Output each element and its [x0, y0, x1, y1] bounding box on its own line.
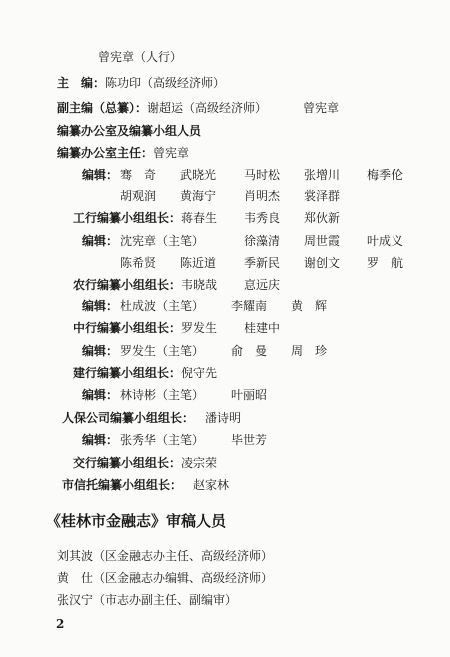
page-number: 2	[56, 617, 65, 631]
label-ccb-leader: 建行编纂小组组长：	[73, 366, 182, 380]
line-l2	[57, 76, 225, 90]
name: 谢创文	[304, 256, 341, 270]
label-icbc-leader: 工行编纂小组组长：	[73, 211, 182, 225]
name: 林诗彬（主笔）	[120, 388, 205, 402]
label-editors-abc: 编辑：	[82, 299, 119, 313]
label-chief-editor: 主 编：	[57, 76, 106, 90]
name: 毕世芳	[231, 433, 268, 447]
reviewer-line: 黄 仕（区金融志办编辑、高级经济师）	[57, 571, 274, 585]
name: 叶丽昭	[231, 388, 268, 402]
value-office-director: 曾宪章	[153, 146, 190, 160]
line-l3	[57, 101, 267, 115]
section-heading-reviewers: 《桂林市金融志》审稿人员	[46, 512, 227, 530]
name: 黄海宁	[180, 189, 217, 203]
name: 杜成波（主笔）	[120, 299, 205, 313]
name: 蒋春生	[181, 211, 218, 225]
label-deputy-editor: 副主编（总纂）：	[57, 101, 148, 115]
name: 马时松	[244, 168, 281, 182]
name: 韦晓哉	[181, 278, 218, 292]
name: 潘诗明	[205, 411, 242, 425]
name: 凌宗荣	[181, 456, 218, 470]
name: 周世霞	[304, 234, 341, 248]
label-editors-icbc: 编辑：	[82, 234, 119, 248]
label-editors-boc: 编辑：	[82, 344, 119, 358]
name: 肖明杰	[244, 189, 281, 203]
label-trust-leader: 市信托编纂小组组长：	[62, 478, 183, 492]
name: 黄 辉	[291, 299, 328, 313]
line-l4	[57, 124, 201, 138]
text-l1: 曾宪章（人行）	[98, 50, 183, 64]
name: 罗发生（主笔）	[120, 344, 205, 358]
label-editors-picc: 编辑：	[82, 433, 119, 447]
label-abc-leader: 农行编纂小组组长：	[73, 278, 182, 292]
label-bocom-leader: 交行编纂小组组长：	[73, 456, 182, 470]
name: 季新民	[244, 256, 281, 270]
name: 恴远庆	[244, 278, 281, 292]
label-editors-ccb: 编辑：	[82, 388, 119, 402]
name: 陈近道	[180, 256, 217, 270]
name: 赵家林	[193, 478, 230, 492]
name: 武晓光	[180, 168, 217, 182]
name: 韦秀良	[244, 211, 281, 225]
line-l3-second	[303, 101, 339, 115]
label-picc-leader: 人保公司编纂小组组长：	[62, 411, 195, 425]
subheading-office: 编纂办公室及编纂小组人员	[57, 124, 202, 138]
name: 裳泽群	[304, 189, 341, 203]
name: 倪守先	[181, 366, 218, 380]
name: 桂建中	[244, 321, 281, 335]
name: 陈希贤	[120, 256, 157, 270]
name: 张增川	[304, 168, 341, 182]
name: 李耀南	[231, 299, 268, 313]
name: 罗发生	[181, 321, 218, 335]
name: 骞 奇	[120, 168, 157, 182]
label-editors-1: 编辑：	[82, 168, 119, 182]
value-deputy-editor: 谢超运（高级经济师）	[147, 101, 268, 115]
value-chief-editor: 陈功印（高级经济师）	[105, 76, 226, 90]
name: 周 珍	[291, 344, 328, 358]
name: 郑伙新	[304, 211, 341, 225]
name: 叶成义	[367, 234, 404, 248]
name: 胡观润	[120, 189, 157, 203]
name: 徐藻清	[244, 234, 281, 248]
line-l5	[57, 146, 189, 160]
label-office-director: 编纂办公室主任：	[57, 146, 154, 160]
name: 张秀华（主笔）	[120, 433, 205, 447]
name: 俞 曼	[231, 344, 268, 358]
reviewer-line: 张汉宁（市志办副主任、副编审）	[57, 593, 238, 607]
reviewer-line: 刘其波（区金融志办主任、高级经济师）	[57, 549, 274, 563]
label-boc-leader: 中行编纂小组组长：	[73, 321, 182, 335]
value-deputy-editor-2: 曾宪章	[303, 101, 340, 115]
line-l1	[98, 50, 182, 64]
name: 罗 航	[367, 256, 404, 270]
name: 沈宪章（主笔）	[120, 234, 205, 248]
name: 梅季伦	[367, 168, 404, 182]
